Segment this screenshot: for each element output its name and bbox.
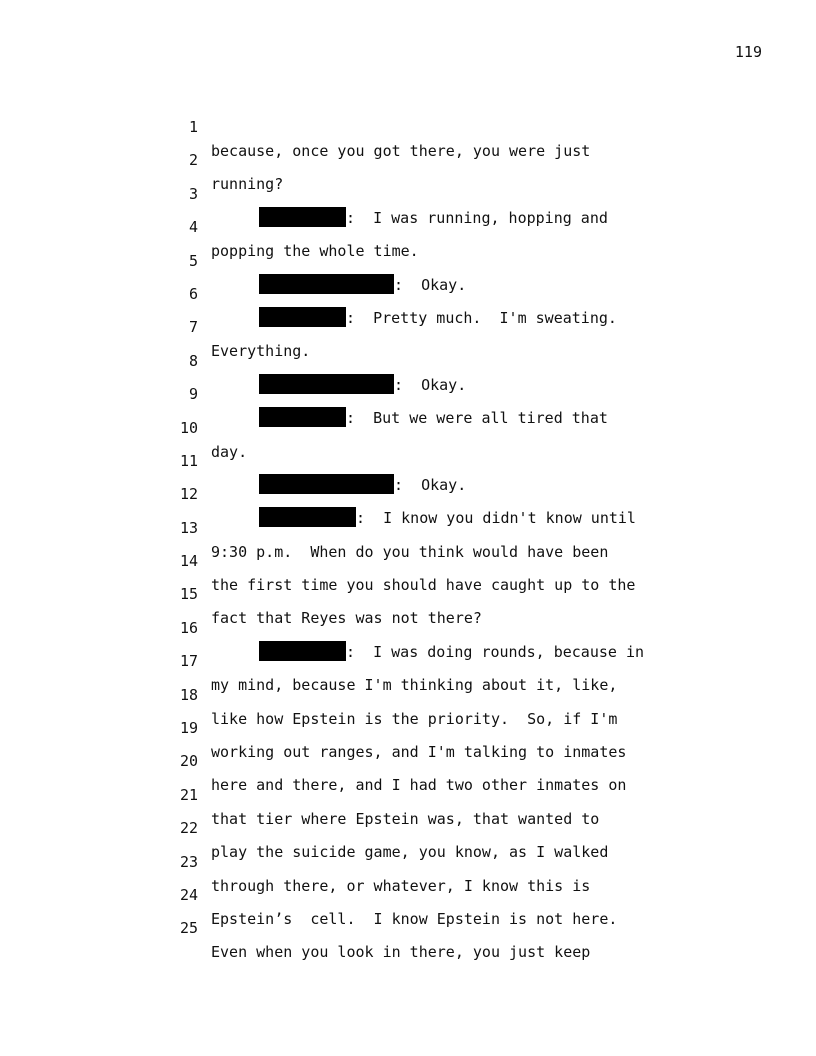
transcript-line (170, 124, 770, 194)
transcript-line (170, 91, 770, 160)
line-text: popping the whole time. (211, 242, 419, 261)
line-text: like how Epstein is the priority. So, if I'm (211, 709, 618, 728)
line-number: 6 (188, 284, 198, 303)
line-number: 17 (179, 652, 198, 671)
line-number: 23 (179, 852, 198, 871)
line-number: 13 (179, 518, 198, 537)
transcript-line (170, 258, 770, 327)
line-number: 14 (179, 552, 198, 571)
line-text: because, once you got there, you were just (211, 142, 591, 160)
line-number: 9 (188, 385, 198, 404)
line-number: 3 (188, 184, 198, 203)
line-text: the first time you should have caught up to the (211, 576, 636, 595)
line-text: : I was doing rounds, because in (346, 642, 645, 661)
transcript-line (170, 592, 770, 661)
line-number: 5 (188, 251, 198, 270)
line-text: Even when you look in there, you just keep (211, 943, 591, 962)
line-number: 11 (179, 451, 198, 470)
line-text: here and there, and I had two other inmates on (211, 776, 627, 795)
line-number: 10 (179, 418, 198, 437)
page-number: 119 (734, 43, 762, 61)
line-text: day. (211, 442, 248, 461)
line-number: 25 (179, 919, 198, 938)
transcript-line (170, 325, 770, 394)
line-number: 15 (179, 585, 198, 604)
line-number: 1 (188, 118, 198, 136)
line-text: working out ranges, and I'm talking to inmates (211, 743, 627, 762)
line-number: 19 (179, 719, 198, 738)
line-text: : But we were all tired that (346, 409, 608, 428)
line-number: 20 (179, 752, 198, 771)
line-text: through there, or whatever, I know this is (211, 876, 591, 895)
transcript-line (170, 492, 770, 561)
transcript-line (170, 225, 770, 294)
line-number: 4 (188, 218, 198, 237)
line-text: running? (211, 175, 284, 194)
line-text: that tier where Epstein was, that wanted to (211, 809, 600, 828)
line-text: my mind, because I'm thinking about it, like, (211, 676, 618, 695)
line-text: : Okay. (394, 375, 467, 394)
transcript-line (170, 425, 770, 494)
line-text: Everything. (211, 342, 311, 361)
line-number: 8 (188, 351, 198, 370)
transcript-line (170, 859, 770, 928)
line-number: 24 (179, 885, 198, 904)
transcript-line (170, 892, 770, 962)
transcript-line (170, 659, 770, 728)
transcript-line (170, 291, 770, 361)
line-number: 2 (188, 151, 198, 170)
transcript-body (170, 91, 770, 962)
line-number: 16 (179, 618, 198, 637)
line-text: : I was running, hopping and (346, 208, 608, 227)
line-text: Epstein’s cell. I know Epstein is not here. (211, 909, 618, 928)
line-text: : Okay. (394, 475, 467, 494)
line-number: 12 (179, 485, 198, 504)
line-text: 9:30 p.m. When do you think would have been (211, 542, 609, 561)
line-text: : I know you didn't know until (356, 509, 636, 528)
transcript-line (170, 158, 770, 227)
line-number: 22 (179, 819, 198, 838)
line-text: play the suicide game, you know, as I walked (211, 843, 609, 862)
line-text: fact that Reyes was not there? (211, 609, 482, 628)
transcript-line (170, 191, 770, 261)
line-number: 21 (179, 785, 198, 804)
line-number: 7 (188, 318, 198, 337)
line-number: 18 (179, 685, 198, 704)
transcript-line (170, 759, 770, 828)
line-text: : Okay. (394, 275, 467, 294)
line-text: : Pretty much. I'm sweating. (346, 308, 617, 327)
